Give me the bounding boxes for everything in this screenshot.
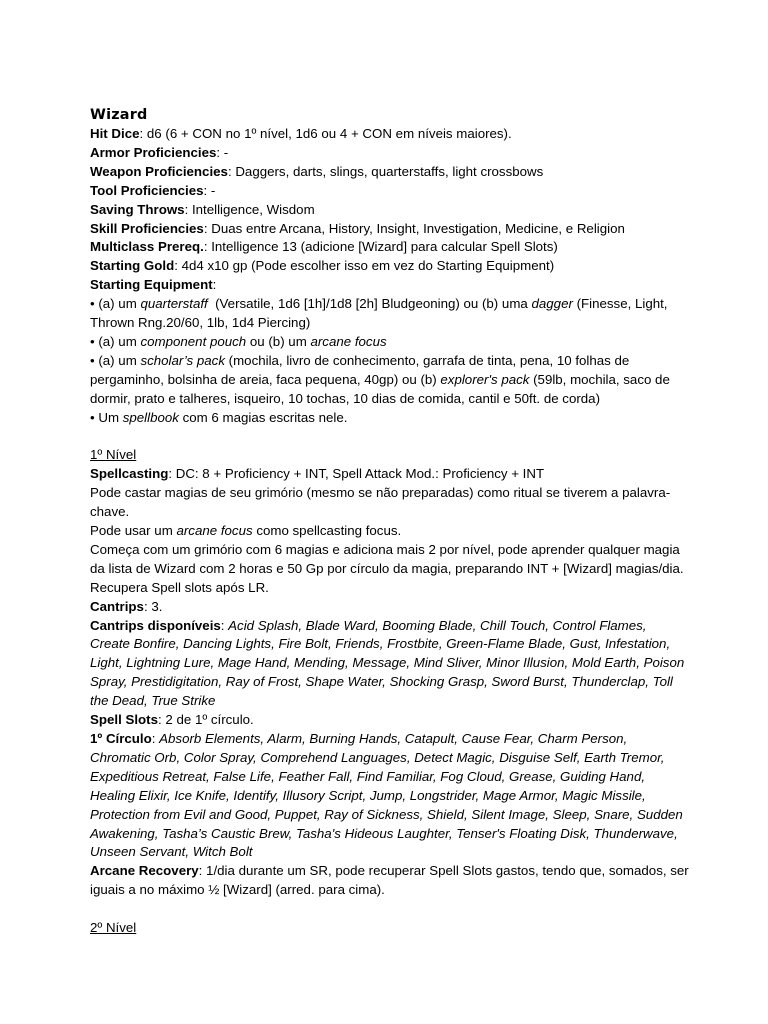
equipment-item-4 — [90, 409, 690, 428]
tool-value: : - — [203, 182, 216, 198]
weapon-line — [90, 163, 690, 182]
armor-value: : - — [216, 144, 229, 160]
equipment-item-3 — [90, 352, 690, 409]
item-name: arcane focus — [176, 523, 253, 539]
arcane-recovery-paragraph — [90, 862, 690, 900]
item-name: spellbook — [122, 409, 179, 425]
text-run: • (a) um — [90, 352, 141, 368]
text-run: : — [220, 617, 229, 633]
equipment-label: Starting Equipment — [90, 277, 213, 293]
hit-dice-label: Hit Dice — [90, 126, 140, 141]
spellcasting-value: : DC: 8 + Proficiency + INT, Spell Attack Mod.: Proficiency + INT — [168, 466, 545, 482]
armor-label: Armor Proficiencies — [90, 144, 217, 160]
spell-slots-value: : 2 de 1º círculo. — [157, 712, 254, 728]
grimoire-paragraph: Começa com um grimório com 6 magias e adiciona mais 2 por nível, pode aprender qualquer magia da lista de Wizard com 2 horas e 50 Gp por círculo da magia, preparando INT + [Wizard] magias/dia. Recupera Spell slots após LR. — [90, 541, 684, 595]
spell-slots-label: Spell Slots — [90, 712, 158, 728]
text-run: • (a) um — [90, 333, 141, 349]
hit-dice-line — [90, 125, 690, 144]
equipment-heading — [90, 276, 690, 295]
skill-value: : Duas entre Arcana, History, Insight, Investigation, Medicine, e Religion — [203, 220, 625, 236]
skill-line — [90, 220, 690, 239]
item-name: scholar’s pack — [140, 352, 225, 368]
cantrips-value: : 3. — [143, 598, 163, 614]
text-run: (59lb, mochila, saco de dormir, prato e talheres, isqueiro, 10 tochas, 10 dias de comida, cantil e 50ft. de corda) — [90, 371, 670, 406]
text-run: (Versatile, 1d6 [1h]/1d8 [2h] Bludgeoning) ou (b) uma — [207, 296, 532, 312]
equipment-colon: : — [212, 277, 217, 293]
text-run: ou (b) um — [246, 333, 311, 349]
spellcasting-label: Spellcasting — [90, 466, 169, 482]
page-title: Wizard — [90, 107, 148, 123]
text-run: como spellcasting focus. — [252, 523, 402, 539]
item-name: explorer's pack — [440, 371, 530, 387]
text-run: Pode usar um — [90, 523, 177, 539]
armor-line — [90, 144, 690, 163]
weapon-label: Weapon Proficiencies — [90, 163, 228, 179]
text-run: (Finesse, Light, Thrown Rng.20/60, 1lb, 1d4 Piercing) — [90, 296, 668, 331]
circle-1-list: Absorb Elements, Alarm, Burning Hands, Catapult, Cause Fear, Charm Person, Chromatic Orb, Color Spray, Comprehend Languages, Detect Magic, Disguise Self, Earth Tremor, Expeditious Retreat, False Life, Feather Fall, Find Familiar, Fog Cloud, Grease, Guiding Hand, Healing Elixir, Ice Knife, Identify, Illusory Script, Jump, Longstrider, Mage Armor, Magic Missile, Protection from Evil and Good, Puppet, Ray of Sickness, Shield, Silent Image, Sleep, Snare, Sudden Awakening, Tasha’s Caustic Brew, Tasha's Hideous Laughter, Tenser's Floating Disk, Thunderwave, Unseen Servant, Witch Bolt — [90, 730, 683, 860]
equipment-item-1 — [90, 295, 690, 333]
multiclass-value: : Intelligence 13 (adicione [Wizard] para calcular Spell Slots) — [203, 239, 558, 255]
item-name: dagger — [531, 296, 573, 312]
item-name: quarterstaff — [140, 296, 208, 312]
saving-label: Saving Throws — [90, 201, 185, 217]
text-run: (mochila, livro de conhecimento, garrafa de tinta, pena, 10 folhas de pergaminho, bolsinha de areia, faca pequena, 40gp) ou (b) — [90, 352, 630, 387]
arcane-recovery-value: : 1/dia durante um SR, pode recuperar Spell Slots gastos, tendo que, somados, ser iguais a no máximo ½ [Wizard] (arred. para cima). — [90, 863, 689, 898]
level-2-heading: 2º Nível — [90, 920, 137, 936]
circle-1-label: 1º Círculo — [90, 730, 152, 746]
ritual-paragraph: Pode castar magias de seu grimório (mesmo se não preparadas) como ritual se tiverem a palavra-chave. — [90, 485, 671, 520]
cantrips-label: Cantrips — [90, 598, 144, 614]
text-run: : — [151, 730, 160, 746]
gold-line — [90, 257, 690, 276]
spacer — [90, 428, 690, 447]
saving-line — [90, 201, 690, 220]
spellcasting-line — [90, 465, 690, 484]
document-page — [90, 105, 690, 938]
skill-label: Skill Proficiencies — [90, 220, 204, 236]
gold-label: Starting Gold — [90, 258, 175, 274]
cantrips-list-paragraph — [90, 617, 690, 712]
text-run: • Um — [90, 409, 123, 425]
circle-1-paragraph — [90, 730, 690, 862]
item-name: component pouch — [140, 333, 247, 349]
gold-value: : 4d4 x10 gp (Pode escolher isso em vez do Starting Equipment) — [174, 258, 555, 274]
weapon-value: : Daggers, darts, slings, quarterstaffs, light crossbows — [227, 163, 544, 179]
saving-value: : Intelligence, Wisdom — [184, 201, 315, 217]
multiclass-line — [90, 238, 690, 257]
spell-slots-line — [90, 711, 690, 730]
cantrips-list-label: Cantrips disponíveis — [90, 617, 221, 633]
text-run: • (a) um — [90, 296, 141, 312]
text-run: com 6 magias escritas nele. — [178, 409, 348, 425]
tool-label: Tool Proficiencies — [90, 182, 204, 198]
equipment-item-2 — [90, 333, 690, 352]
hit-dice-value: : d6 (6 + CON no 1º nível, 1d6 ou 4 + CON em níveis maiores). — [139, 126, 512, 141]
level-1-heading: 1º Nível — [90, 447, 137, 463]
item-name: arcane focus — [310, 333, 387, 349]
cantrips-line — [90, 598, 690, 617]
spacer — [90, 900, 690, 919]
arcane-recovery-label: Arcane Recovery — [90, 863, 199, 879]
cantrips-list: Acid Splash, Blade Ward, Booming Blade, Chill Touch, Control Flames, Create Bonfire, Dancing Lights, Fire Bolt, Friends, Frostbite, Green-Flame Blade, Gust, Infestation, Light, Lightning Lure, Mage Hand, Mending, Message, Mind Sliver, Minor Illusion, Mold Earth, Poison Spray, Prestidigitation, Ray of Frost, Shape Water, Shocking Grasp, Sword Burst, Thunderclap, Toll the Dead, True Strike — [90, 617, 685, 709]
focus-paragraph — [90, 522, 690, 541]
multiclass-label: Multiclass Prereq. — [90, 239, 204, 255]
tool-line — [90, 182, 690, 201]
